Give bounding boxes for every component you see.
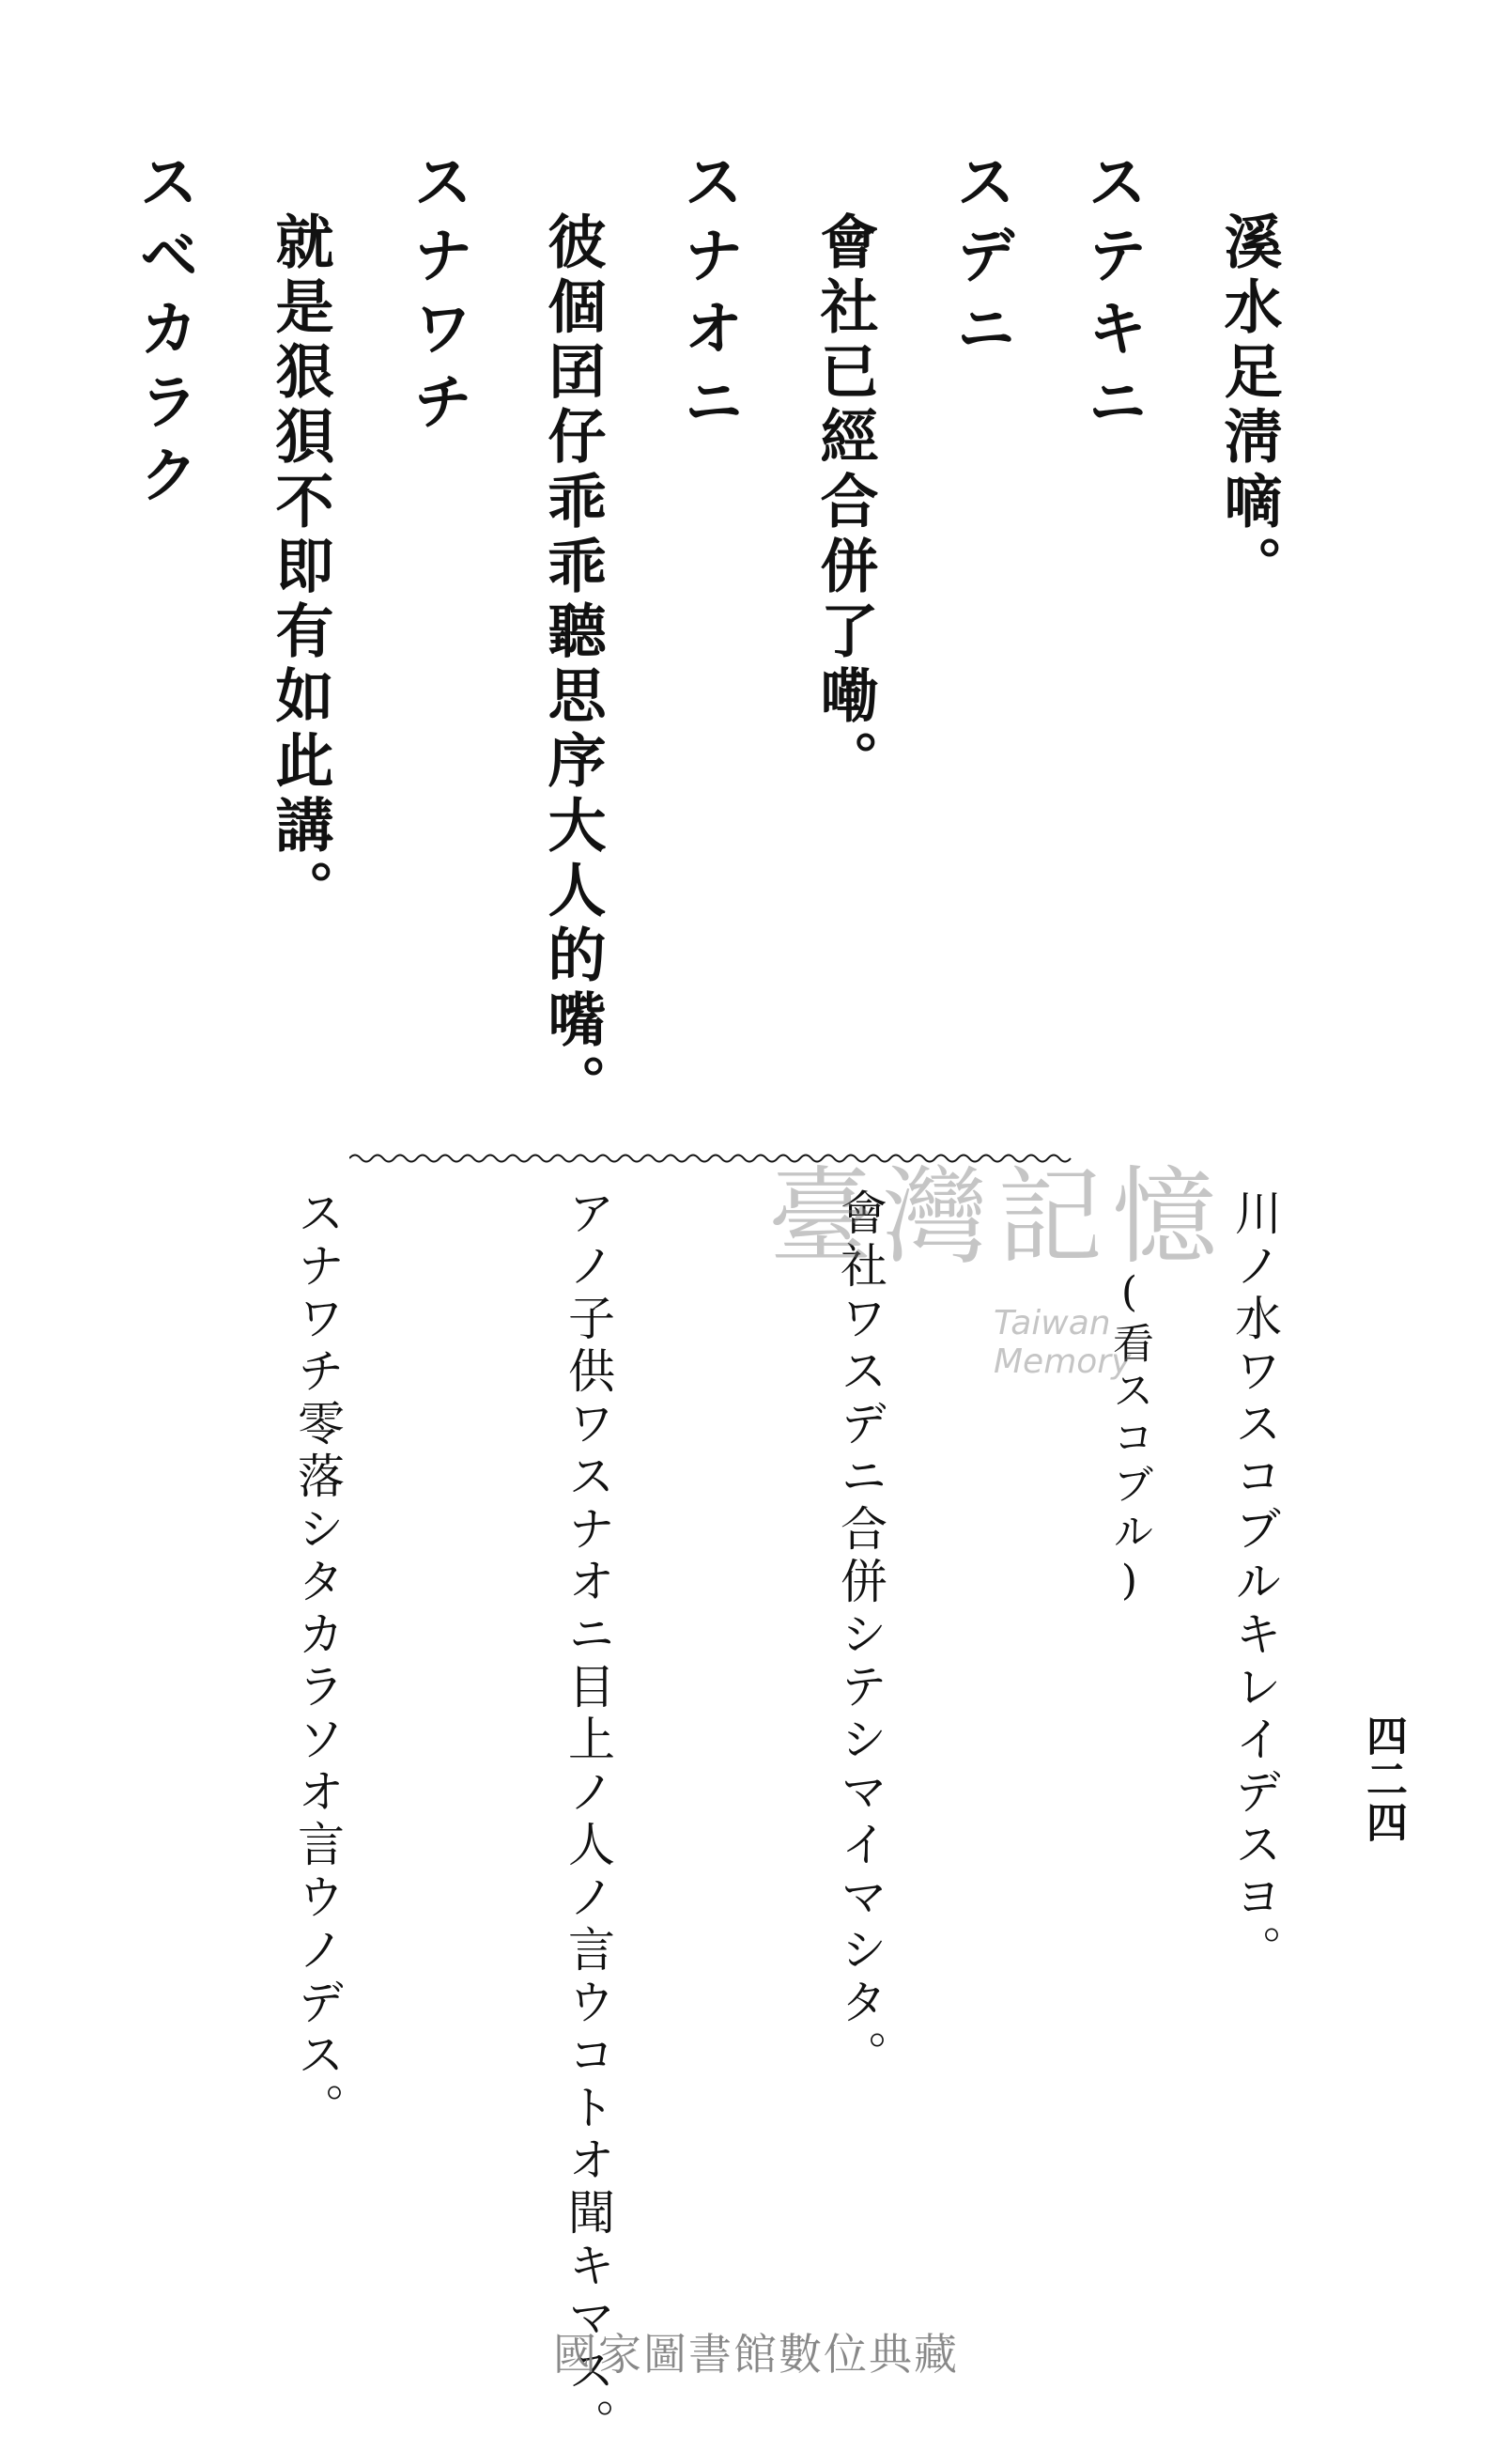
annotation-note: (看スコブル) bbox=[1105, 1268, 1153, 1610]
heading-subekaraku: スベカラク bbox=[129, 150, 198, 517]
watermark-title: 臺灣記憶 bbox=[768, 1156, 1227, 1279]
taiwanese-sentence-3: 彼個囝仔乖乖聽思序大人的嘴。 bbox=[538, 211, 607, 1119]
heading-sunawachi: スナワチ bbox=[403, 150, 472, 443]
japanese-sentence-4: スナワチ零落シタカラソオ言ウノデス。 bbox=[290, 1188, 345, 2135]
japanese-sentence-2: 會社ワスデニ合併シテシマイマシタ。 bbox=[833, 1188, 887, 2083]
watermark-subtitle: Taiwan Memory bbox=[994, 1304, 1132, 1381]
heading-sude-ni: スデニ bbox=[946, 150, 1015, 370]
japanese-sentence-3: アノ子供ワスナオニ目上ノ人ノ言ウコトオ聞キマス。 bbox=[561, 1188, 615, 2451]
heading-sunao-ni: スナオニ bbox=[673, 150, 743, 443]
heading-suteki-ni: ステキニ bbox=[1077, 150, 1147, 443]
taiwanese-sentence-4: 就是狠狽不即有如此講。 bbox=[266, 211, 334, 924]
taiwanese-sentence-2: 會社已經合併了嘞。 bbox=[810, 211, 879, 795]
page-number: 四二四 bbox=[1359, 1714, 1407, 1844]
archive-footer: 國家圖書館數位典藏 bbox=[553, 2329, 959, 2380]
watermark bbox=[768, 1156, 1257, 1381]
taiwanese-sentence-1: 溪水足淸嘀。 bbox=[1214, 211, 1283, 600]
japanese-sentence-1: 川ノ水ワスコブルキレイデスヨ。 bbox=[1227, 1188, 1282, 1978]
